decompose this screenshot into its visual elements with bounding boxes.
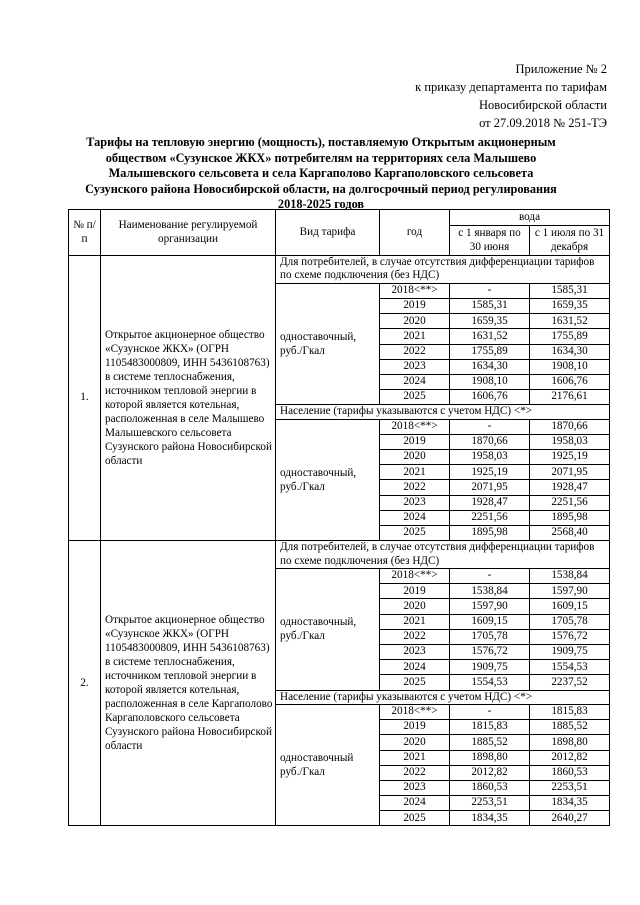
tariff-value-cell: 1834,35 — [530, 796, 610, 811]
tariff-value-cell: 1925,19 — [450, 465, 530, 480]
tariff-value-cell: 1576,72 — [530, 629, 610, 644]
year-cell: 2021 — [380, 614, 450, 629]
tariff-value-cell: 1538,84 — [450, 584, 530, 599]
appendix-line: Новосибирской области — [478, 98, 607, 112]
year-cell: 2022 — [380, 480, 450, 495]
tariff-value-cell: 1659,35 — [450, 314, 530, 329]
tariff-value-cell: 2012,82 — [450, 765, 530, 780]
tariff-value-cell: 1554,53 — [450, 675, 530, 690]
header-kind: Вид тарифа — [276, 210, 380, 256]
appendix-line: к приказу департамента по тарифам — [415, 80, 607, 94]
tariff-value-cell: 1898,80 — [530, 735, 610, 750]
year-cell: 2025 — [380, 811, 450, 826]
year-cell: 2021 — [380, 329, 450, 344]
tariff-value-cell: 1895,98 — [450, 526, 530, 541]
tariff-value-cell: 2176,61 — [530, 390, 610, 405]
year-cell: 2019 — [380, 584, 450, 599]
tariff-value-cell: 2568,40 — [530, 526, 610, 541]
tariff-value-cell: 1815,83 — [450, 720, 530, 735]
tariff-value-cell: 1606,76 — [450, 390, 530, 405]
tariff-value-cell: - — [450, 283, 530, 298]
year-cell: 2018<**> — [380, 569, 450, 584]
group-note: Для потребителей, в случае отсутствия дифференциации тарифов по схеме подключения (без НДС) — [276, 541, 610, 569]
year-cell: 2020 — [380, 599, 450, 614]
appendix-block — [415, 60, 607, 132]
tariff-value-cell: 1909,75 — [450, 660, 530, 675]
tariff-table-body — [69, 256, 610, 826]
tariff-value-cell: 1755,89 — [450, 344, 530, 359]
tariff-value-cell: 2071,95 — [450, 480, 530, 495]
org-name: Открытое акционерное общество «Сузунское ЖКХ» (ОГРН 1105483000809, ИНН 5436108763) в системе теплоснабжения, источником тепловой энергии в которой является котельная, расположенная в селе Малышево Малышевского сельсовета Сузунского района Новосибирской области — [101, 256, 276, 541]
tariff-value-cell: - — [450, 704, 530, 719]
tariff-value-cell: 2640,27 — [530, 811, 610, 826]
year-cell: 2022 — [380, 344, 450, 359]
document-title: Тарифы на тепловую энергию (мощность), поставляемую Открытым акционерным обществом «Сузунское ЖКХ» потребителям на территориях села Малышево Малышевского сельсовета и села Каргаполово Каргаполовского сельсовета Сузунского района Новосибирской области, на долгосрочный период регулирования 2018-2025 годов — [85, 135, 557, 212]
year-cell: 2024 — [380, 510, 450, 525]
tariff-value-cell: 1885,52 — [530, 720, 610, 735]
tariff-value-cell: 1860,53 — [530, 765, 610, 780]
tariff-value-cell: 1958,03 — [450, 450, 530, 465]
tariff-value-cell: 1958,03 — [530, 434, 610, 449]
year-cell: 2021 — [380, 465, 450, 480]
tariff-value-cell: - — [450, 419, 530, 434]
year-cell: 2022 — [380, 765, 450, 780]
year-cell: 2019 — [380, 299, 450, 314]
tariff-value-cell: 1554,53 — [530, 660, 610, 675]
org-number: 1. — [69, 256, 101, 541]
tariff-value-cell: 2071,95 — [530, 465, 610, 480]
header-period-1: с 1 января по 30 июня — [450, 226, 530, 256]
tariff-value-cell: 2251,56 — [530, 495, 610, 510]
year-cell: 2024 — [380, 796, 450, 811]
tariff-value-cell: 2251,56 — [450, 510, 530, 525]
year-cell: 2021 — [380, 750, 450, 765]
tariff-value-cell: 1928,47 — [450, 495, 530, 510]
year-cell: 2018<**> — [380, 283, 450, 298]
year-cell: 2023 — [380, 359, 450, 374]
tariff-value-cell: 1815,83 — [530, 704, 610, 719]
year-cell: 2020 — [380, 314, 450, 329]
year-cell: 2024 — [380, 660, 450, 675]
tariff-value-cell: 1606,76 — [530, 374, 610, 389]
tariff-value-cell: 1634,30 — [530, 344, 610, 359]
tariff-value-cell: 1631,52 — [450, 329, 530, 344]
year-cell: 2022 — [380, 629, 450, 644]
appendix-line: Приложение № 2 — [515, 62, 607, 76]
tariff-value-cell: 1609,15 — [530, 599, 610, 614]
tariff-table — [68, 209, 610, 826]
tariff-value-cell: 1928,47 — [530, 480, 610, 495]
header-water: вода — [450, 210, 610, 226]
tariff-value-cell: 1898,80 — [450, 750, 530, 765]
tariff-value-cell: 1659,35 — [530, 299, 610, 314]
year-cell: 2023 — [380, 495, 450, 510]
tariff-value-cell: 1634,30 — [450, 359, 530, 374]
year-cell: 2025 — [380, 526, 450, 541]
tariff-value-cell: 2253,51 — [450, 796, 530, 811]
header-year: год — [380, 210, 450, 256]
header-period-2: с 1 июля по 31 декабря — [530, 226, 610, 256]
year-cell: 2020 — [380, 735, 450, 750]
tariff-value-cell: 1895,98 — [530, 510, 610, 525]
group-note: Население (тарифы указываются с учетом НДС) <*> — [276, 405, 610, 419]
tariff-kind: одноставочный руб./Гкал — [276, 704, 380, 826]
tariff-value-cell: 1909,75 — [530, 644, 610, 659]
appendix-line: от 27.09.2018 № 251-ТЭ — [479, 116, 607, 130]
tariff-value-cell: 1870,66 — [450, 434, 530, 449]
tariff-value-cell: 1538,84 — [530, 569, 610, 584]
tariff-value-cell: 1597,90 — [450, 599, 530, 614]
tariff-kind: одноставочный, руб./Гкал — [276, 569, 380, 691]
tariff-value-cell: 1631,52 — [530, 314, 610, 329]
tariff-kind: одноставочный, руб./Гкал — [276, 419, 380, 541]
group-note: Население (тарифы указываются с учетом НДС) <*> — [276, 690, 610, 704]
tariff-value-cell: 2253,51 — [530, 780, 610, 795]
tariff-value-cell: 1705,78 — [450, 629, 530, 644]
header-org: Наименование регулируемой организации — [101, 210, 276, 256]
tariff-value-cell: 1870,66 — [530, 419, 610, 434]
year-cell: 2023 — [380, 644, 450, 659]
year-cell: 2020 — [380, 450, 450, 465]
year-cell: 2025 — [380, 675, 450, 690]
header-num: № п/п — [69, 210, 101, 256]
group-note: Для потребителей, в случае отсутствия дифференциации тарифов по схеме подключения (без НДС) — [276, 256, 610, 284]
tariff-value-cell: 1609,15 — [450, 614, 530, 629]
year-cell: 2023 — [380, 780, 450, 795]
tariff-value-cell: 1908,10 — [530, 359, 610, 374]
tariff-value-cell: 2237,52 — [530, 675, 610, 690]
tariff-value-cell: 1860,53 — [450, 780, 530, 795]
year-cell: 2024 — [380, 374, 450, 389]
tariff-kind: одноставочный, руб./Гкал — [276, 283, 380, 405]
tariff-value-cell: 1576,72 — [450, 644, 530, 659]
tariff-value-cell: 1597,90 — [530, 584, 610, 599]
year-cell: 2018<**> — [380, 704, 450, 719]
year-cell: 2018<**> — [380, 419, 450, 434]
group-note-row — [69, 541, 610, 569]
tariff-value-cell: 2012,82 — [530, 750, 610, 765]
org-name: Открытое акционерное общество «Сузунское ЖКХ» (ОГРН 1105483000809, ИНН 5436108763) в системе теплоснабжения, источником тепловой энергии в которой является котельная, расположенная в селе Каргаполово Каргаполовского сельсовета Сузунского района Новосибирской области — [101, 541, 276, 826]
tariff-value-cell: 1925,19 — [530, 450, 610, 465]
year-cell: 2025 — [380, 390, 450, 405]
tariff-value-cell: 1705,78 — [530, 614, 610, 629]
tariff-value-cell: 1908,10 — [450, 374, 530, 389]
tariff-value-cell: 1885,52 — [450, 735, 530, 750]
year-cell: 2019 — [380, 434, 450, 449]
group-note-row — [69, 256, 610, 284]
tariff-value-cell: - — [450, 569, 530, 584]
tariff-value-cell: 1755,89 — [530, 329, 610, 344]
tariff-value-cell: 1585,31 — [450, 299, 530, 314]
year-cell: 2019 — [380, 720, 450, 735]
tariff-value-cell: 1834,35 — [450, 811, 530, 826]
tariff-value-cell: 1585,31 — [530, 283, 610, 298]
org-number: 2. — [69, 541, 101, 826]
